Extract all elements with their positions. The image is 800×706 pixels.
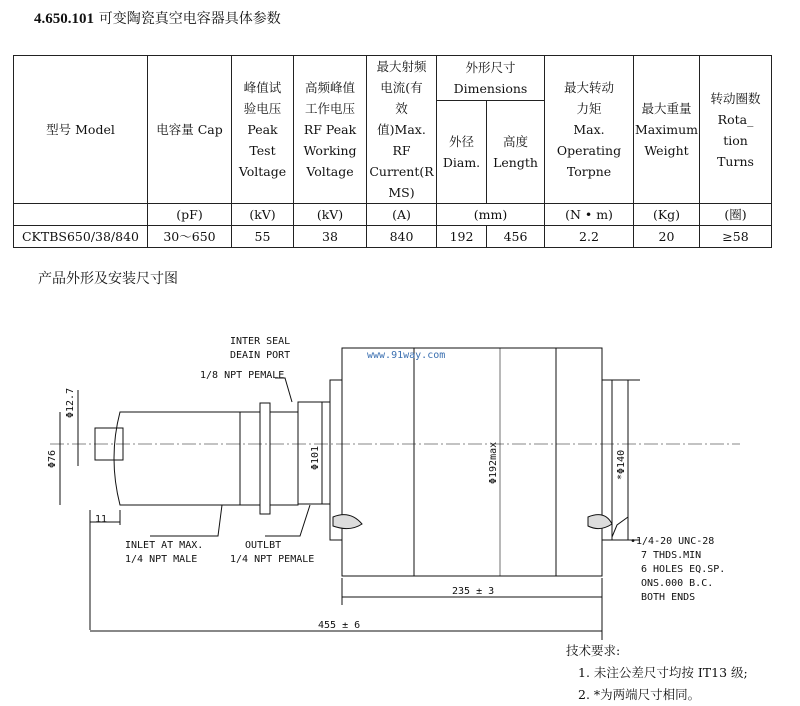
dim-76: Φ76: [47, 449, 58, 468]
label-holes-3: 6 HOLES EQ.SP.: [641, 564, 726, 575]
unit-cell: (圈): [700, 204, 772, 226]
dim-140: *Φ140: [616, 449, 627, 480]
unit-cell: (mm): [437, 204, 545, 226]
header-diam: 外径 Diam.: [437, 101, 487, 204]
header-turns: 转动圈数 Rota_ tion Turns: [700, 56, 772, 204]
unit-cell: (pF): [148, 204, 232, 226]
header-cap: 电容量 Cap: [148, 56, 232, 204]
inlet-leader: [150, 505, 222, 536]
cell-cap: 30～650: [148, 226, 232, 248]
cell-weight: 20: [634, 226, 700, 248]
header-weight: 最大重量 Maximum Weight: [634, 56, 700, 204]
label-outlet-2: 1/4 NPT PEMALE: [230, 554, 315, 565]
dim-11: 11: [95, 514, 108, 525]
watermark: www.91way.com: [367, 350, 446, 361]
spec-table: [13, 55, 772, 248]
left-lug: [333, 515, 362, 529]
cell-rf-current: 840: [367, 226, 437, 248]
note-item: 2. *为两端尺寸相同。: [578, 687, 701, 702]
cell-turns: ≥58: [700, 226, 772, 248]
technical-notes: [566, 640, 748, 706]
cell-peak-test: 55: [232, 226, 294, 248]
dim-192: Φ192max: [488, 441, 499, 484]
label-inlet-1: INLET AT MAX.: [125, 540, 204, 551]
label-holes-1: •1/4-20 UNC-28: [630, 536, 715, 547]
outlet-leader: [265, 505, 310, 536]
unit-cell: (kV): [232, 204, 294, 226]
cell-model: CKTBS650/38/840: [14, 226, 148, 248]
seal-leader: [275, 378, 292, 402]
cell-rf-peak: 38: [294, 226, 367, 248]
label-holes-4: ONS.000 B.C.: [641, 578, 714, 589]
drawing-title: 产品外形及安装尺寸图: [38, 271, 178, 287]
header-rf-peak: 高频峰值 工作电压 RF Peak Working Voltage: [294, 56, 367, 204]
left-flange: [260, 403, 270, 514]
title-text: 可变陶瓷真空电容器具体参数: [98, 11, 281, 27]
label-inter-seal-1: INTER SEAL: [230, 336, 291, 347]
unit-cell: (A): [367, 204, 437, 226]
units-row: [14, 204, 772, 226]
main-body: [342, 348, 602, 576]
label-holes-5: BOTH ENDS: [641, 592, 696, 603]
cell-torque: 2.2: [545, 226, 634, 248]
holes-leader: [612, 517, 628, 537]
notes-heading: 技术要求:: [566, 643, 621, 658]
unit-model-empty: [14, 204, 148, 226]
dim-235: 235 ± 3: [452, 586, 495, 597]
label-holes-2: 7 THDS.MIN: [641, 550, 702, 561]
unit-cell: (N • m): [545, 204, 634, 226]
header-torque: 最大转动 力矩 Max. Operating Torpne: [545, 56, 634, 204]
technical-drawing: [0, 300, 800, 640]
cell-diam: 192: [437, 226, 487, 248]
label-inlet-2: 1/4 NPT MALE: [125, 554, 198, 565]
header-peak-test: 峰值试 验电压 Peak Test Voltage: [232, 56, 294, 204]
part-number: 4.650.101: [34, 11, 94, 27]
left-ring: [270, 412, 298, 505]
dim-101: Φ101: [310, 445, 321, 470]
header-dimensions: 外形尺寸 Dimensions: [437, 56, 545, 101]
dim-12-7: Φ12.7: [65, 387, 76, 418]
label-inter-seal-2: DEAIN PORT: [230, 350, 291, 361]
dim-455: 455 ± 6: [318, 620, 361, 631]
label-outlet-1: OUTLBT: [245, 540, 282, 551]
note-item: 1. 未注公差尺寸均按 IT13 级;: [578, 665, 748, 680]
header-rf-current: 最大射频 电流(有 效 值)Max. RF Current(R MS): [367, 56, 437, 204]
unit-cell: (Kg): [634, 204, 700, 226]
unit-cell: (kV): [294, 204, 367, 226]
header-model: 型号 Model: [14, 56, 148, 204]
right-lug: [588, 515, 612, 529]
cell-length: 456: [487, 226, 545, 248]
left-tube: [114, 412, 240, 505]
header-length: 高度 Length: [487, 101, 545, 204]
table-row: [14, 226, 772, 248]
page-title: [34, 8, 281, 28]
left-seal: [240, 412, 260, 505]
label-inter-seal-3: 1/8 NPT PEMALE: [200, 370, 285, 381]
